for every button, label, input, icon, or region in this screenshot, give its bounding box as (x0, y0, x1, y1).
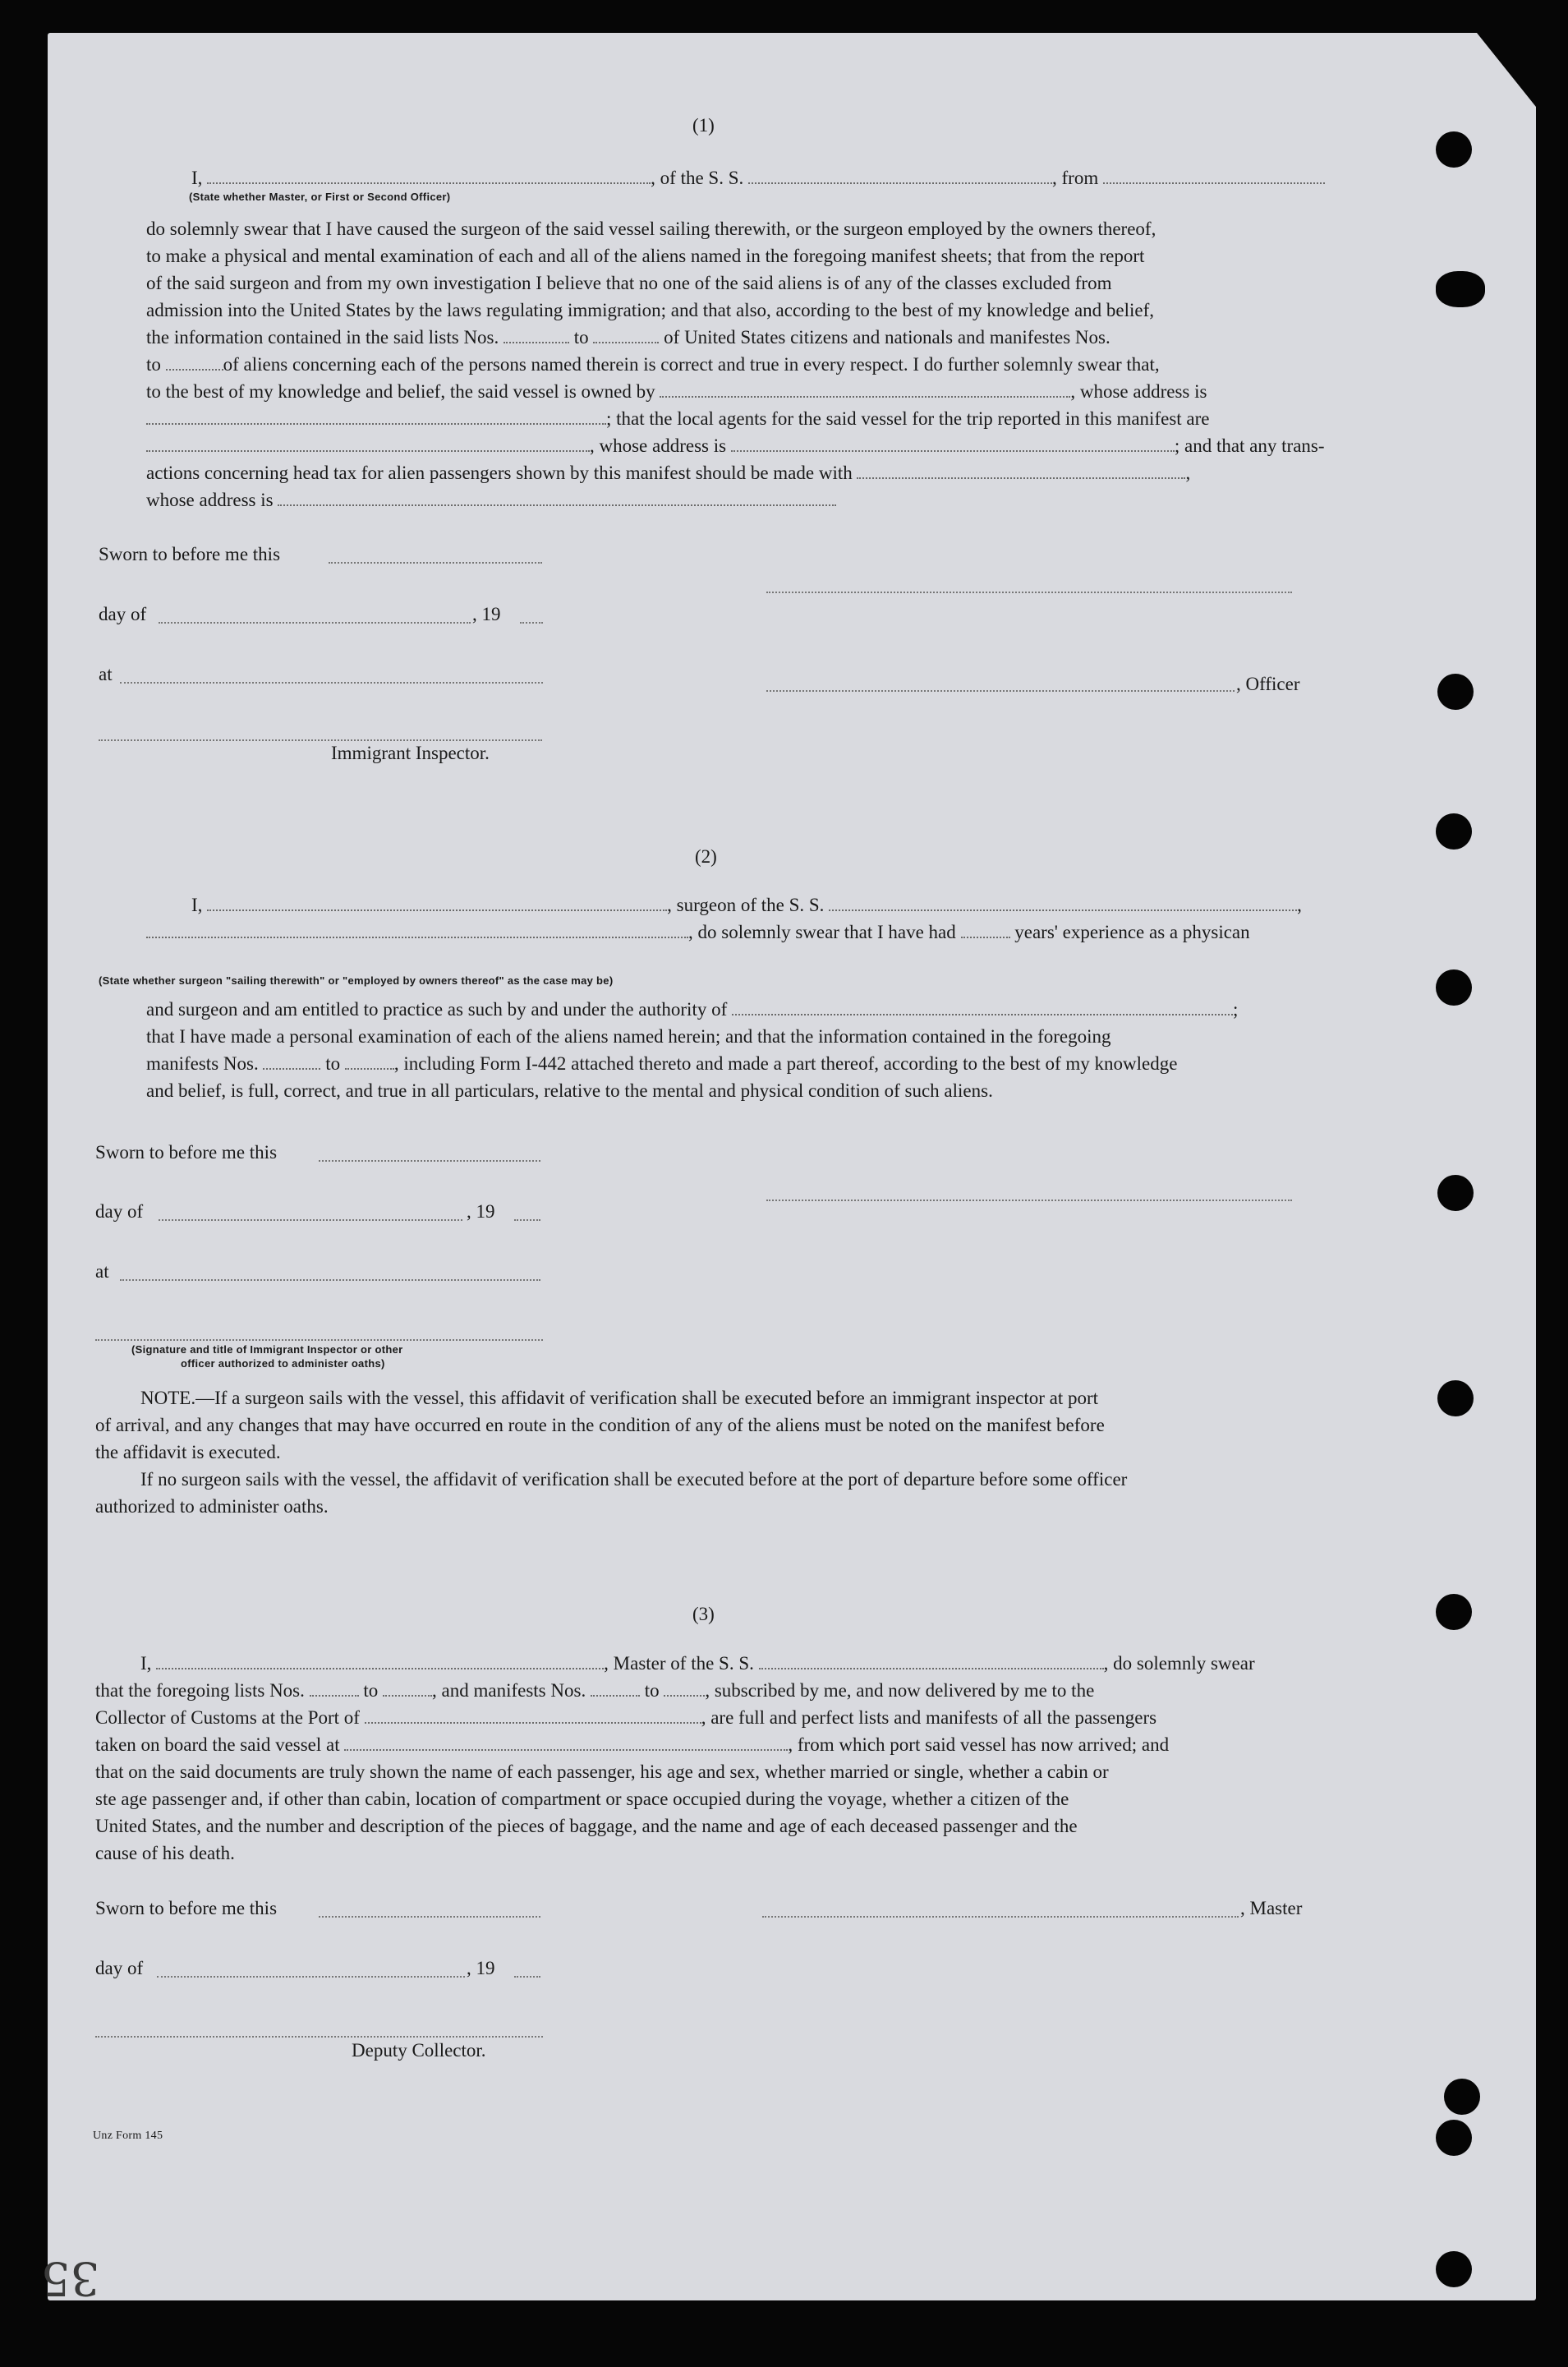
vessel-name-field[interactable] (748, 168, 1052, 184)
punch-hole (1436, 969, 1472, 1006)
sworn-date-field-1[interactable] (329, 562, 542, 564)
body-line: cause of his death. (95, 1843, 235, 1863)
punch-hole (1444, 2079, 1480, 2115)
label-i: I, (191, 168, 203, 188)
surgeon-type-field[interactable] (146, 922, 688, 938)
master-manifest-to-field[interactable] (664, 1680, 705, 1697)
surgeon-name-field[interactable] (207, 895, 667, 911)
sworn-label-1: Sworn to before me this (99, 544, 281, 564)
section-1-number: (1) (692, 115, 715, 136)
note-line: the affidavit is executed. (95, 1442, 281, 1462)
body-line: and surgeon and am entitled to practice as such by and under the authority of ; (146, 999, 1239, 1020)
master-lists-from-field[interactable] (310, 1680, 359, 1697)
day-of-label-1: day of (99, 604, 147, 624)
at-label-1: at (99, 664, 113, 684)
note-surgeon: (State whether surgeon "sailing therewith" or "employed by owners thereof" as the case may be) (99, 974, 614, 987)
body-line: that I have made a personal examination of each of the aliens named herein; and that the information contained in the foregoing (146, 1026, 1111, 1047)
note-line: NOTE.—If a surgeon sails with the vessel, this affidavit of verification shall be executed before an immigrant inspector at port (140, 1388, 1099, 1408)
form-number: Unz Form 145 (93, 2130, 163, 2142)
sworn-date-field-3[interactable] (319, 1916, 540, 1918)
label-of-ss: , of the S. S. (651, 168, 744, 188)
punch-hole (1436, 813, 1472, 850)
body-line: of the said surgeon and from my own investigation I believe that no one of the said aliens is of any of the classes excluded from (146, 273, 1112, 293)
note-line: of arrival, and any changes that may have occurred en route in the condition of any of the aliens must be noted on the manifest before (95, 1415, 1105, 1435)
master-lists-to-field[interactable] (383, 1680, 432, 1697)
citizen-list-to-field[interactable] (593, 327, 659, 343)
local-agents-field[interactable] (146, 435, 590, 452)
years-field[interactable] (961, 922, 1010, 938)
body-line: ste age passenger and, if other than cabin, location of compartment or space occupied during the voyage, whether a citizen of the (95, 1789, 1069, 1809)
master-name-field[interactable] (156, 1653, 604, 1669)
body-line: whose address is (146, 486, 1370, 513)
body-line: manifests Nos. to , including Form I-442 attached thereto and made a part thereof, according to the best of my knowledge (146, 1053, 1178, 1074)
sig-note-line-2: officer authorized to administer oaths) (181, 1357, 385, 1370)
year-field-3[interactable] (514, 1976, 540, 1978)
sworn-label-3: Sworn to before me this (95, 1898, 278, 1918)
punch-hole (1437, 1380, 1474, 1416)
punch-hole (1436, 1594, 1472, 1630)
section-1-line-1 (146, 164, 1370, 191)
head-tax-contact-field[interactable] (857, 463, 1185, 479)
port-field[interactable] (365, 1707, 701, 1724)
section-1-body (146, 215, 1370, 513)
body-line: actions concerning head tax for alien passengers shown by this manifest should be made with , (146, 463, 1191, 483)
section-2-lines (146, 891, 1370, 946)
body-line: to make a physical and mental examination of each and all of the aliens named in the foregoing manifest sheets; that from the report (146, 246, 1145, 266)
punch-hole (1436, 131, 1472, 168)
officer-name-field[interactable] (207, 168, 651, 184)
day-of-field-3[interactable] (157, 1976, 465, 1978)
body-line: the information contained in the said lists Nos. to of United States citizens and nationals and manifestes Nos. (146, 327, 1110, 348)
year-label-3: , 19 (467, 1958, 495, 1978)
section-3-number: (3) (692, 1604, 715, 1624)
from-port-field[interactable] (1103, 168, 1325, 184)
body-line: and belief, is full, correct, and true in all particulars, relative to the mental and physical condition of such aliens. (146, 1080, 993, 1101)
master-vessel-field[interactable] (759, 1653, 1104, 1669)
deputy-signature-field[interactable] (95, 2036, 543, 2038)
master-manifest-from-field[interactable] (591, 1680, 640, 1697)
punch-hole (1437, 1175, 1474, 1211)
master-signature-field[interactable] (762, 1916, 1239, 1918)
body-line: , do solemnly swear that I have had years' experience as a physican (146, 919, 1370, 946)
body-line: I, , surgeon of the S. S. , (191, 895, 1302, 915)
master-label: , Master (1240, 1898, 1303, 1918)
departure-port-field[interactable] (344, 1734, 788, 1751)
body-line: that on the said documents are truly shown the name of each passenger, his age and sex, whether married or single, whether a cabin or (95, 1761, 1109, 1782)
inspector-signature-field-2[interactable] (95, 1339, 543, 1341)
body-line: that the foregoing lists Nos. to , and manifests Nos. to , subscribed by me, and now delivered by me to the (95, 1680, 1095, 1701)
surgeon-manifest-from-field[interactable] (263, 1053, 320, 1070)
officer-signature-line-top[interactable] (766, 592, 1292, 593)
corner-page-mark: 35 (41, 2251, 100, 2305)
day-of-field-1[interactable] (159, 622, 471, 624)
body-line: ; that the local agents for the said vessel for the trip reported in this manifest are (146, 405, 1370, 432)
sworn-date-field-2[interactable] (319, 1160, 540, 1162)
head-tax-address-field[interactable] (278, 490, 836, 506)
form-sheet (41, 33, 1536, 2305)
deputy-label: Deputy Collector. (352, 2040, 486, 2061)
authority-field[interactable] (732, 999, 1233, 1015)
punch-hole (1437, 674, 1474, 710)
body-line: Collector of Customs at the Port of , are full and perfect lists and manifests of all the passengers (95, 1707, 1157, 1728)
punch-hole (1436, 271, 1485, 307)
sig-note-line-1: (Signature and title of Immigrant Inspector or other (131, 1343, 403, 1356)
body-line: do solemnly swear that I have caused the surgeon of the said vessel sailing therewith, or the surgeon employed by the owners thereof, (146, 219, 1156, 239)
at-field-2[interactable] (120, 1279, 540, 1281)
punch-hole (1436, 2251, 1472, 2287)
surgeon-signature-field[interactable] (766, 1200, 1292, 1201)
year-field-1[interactable] (520, 622, 543, 624)
at-field-1[interactable] (120, 682, 543, 684)
punch-hole (1436, 2120, 1472, 2156)
note-master: (State whether Master, or First or Second Officer) (189, 191, 451, 203)
body-line: to the best of my knowledge and belief, the said vessel is owned by , whose address is (146, 381, 1207, 402)
body-line: to of aliens concerning each of the persons named therein is correct and true in every respect. I do further solemnly swear that, (146, 354, 1160, 375)
section-3-body (95, 1650, 1373, 1867)
torn-corner (1437, 33, 1536, 107)
body-line: admission into the United States by the laws regulating immigration; and that also, according to the best of my knowledge and belief, (146, 300, 1155, 320)
section-2-body (146, 996, 1370, 1104)
inspector-signature-field[interactable] (99, 739, 542, 741)
citizen-list-from-field[interactable] (504, 327, 569, 343)
officer-label: , Officer (1236, 674, 1300, 694)
day-of-label-2: day of (95, 1201, 144, 1222)
body-line: United States, and the number and description of the pieces of baggage, and the name and age of each deceased passenger and the (95, 1816, 1078, 1836)
surgeon-manifest-to-field[interactable] (345, 1053, 394, 1070)
note-paragraph (95, 1384, 1373, 1520)
body-line: , whose address is ; and that any trans- (146, 432, 1370, 459)
section-2-number: (2) (695, 846, 717, 867)
label-from: , from (1052, 168, 1099, 188)
day-of-label-3: day of (95, 1958, 144, 1978)
officer-signature-field[interactable] (766, 690, 1235, 692)
body-line: taken on board the said vessel at , from which port said vessel has now arrived; and (95, 1734, 1170, 1755)
sworn-label-2: Sworn to before me this (95, 1142, 278, 1163)
agents-address-field[interactable] (731, 435, 1175, 452)
day-of-field-2[interactable] (159, 1219, 462, 1221)
owner-address-field[interactable] (146, 408, 606, 425)
inspector-label: Immigrant Inspector. (331, 743, 490, 763)
note-line: authorized to administer oaths. (95, 1496, 329, 1517)
owner-field[interactable] (660, 381, 1070, 398)
at-label-2: at (95, 1261, 109, 1282)
alien-manifest-to-field[interactable] (166, 354, 223, 371)
year-field-2[interactable] (514, 1219, 540, 1221)
year-label-1: , 19 (472, 604, 501, 624)
note-line: If no surgeon sails with the vessel, the affidavit of verification shall be executed before at the port of departure before some officer (140, 1469, 1128, 1490)
year-label-2: , 19 (467, 1201, 495, 1222)
surgeon-vessel-field[interactable] (829, 895, 1297, 911)
body-line: I, , Master of the S. S. , do solemnly swear (140, 1653, 1255, 1674)
